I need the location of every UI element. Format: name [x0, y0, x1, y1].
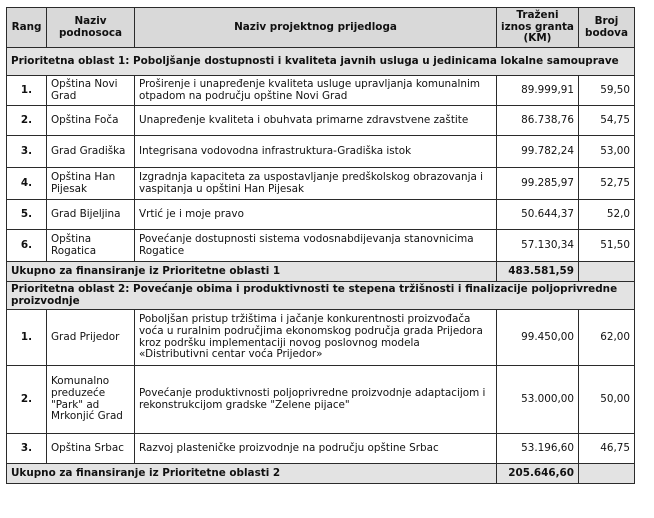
- total-label: Ukupno za finansiranje iz Prioritetne oblasti 1: [7, 262, 497, 282]
- header-project: Naziv projektnog prijedloga: [135, 8, 497, 48]
- table-row: [7, 200, 635, 230]
- cell-rank: 2.: [7, 366, 47, 434]
- cell-project: Razvoj plasteničke proizvodnje na području opštine Srbac: [135, 434, 497, 464]
- cell-points: 54,75: [579, 106, 635, 136]
- cell-points: 59,50: [579, 76, 635, 106]
- cell-amount: 53.196,60: [497, 434, 579, 464]
- table-row: [7, 106, 635, 136]
- section-title: Prioritetna oblast 1: Poboljšanje dostupnosti i kvaliteta javnih usluga u jedinicama lokalne samouprave: [7, 48, 635, 76]
- section-total-row: [7, 262, 635, 282]
- cell-points: 52,0: [579, 200, 635, 230]
- cell-applicant: Opština Rogatica: [47, 230, 135, 262]
- total-amount: 483.581,59: [497, 262, 579, 282]
- cell-applicant: Grad Gradiška: [47, 136, 135, 168]
- cell-rank: 6.: [7, 230, 47, 262]
- total-amount: 205.646,60: [497, 464, 579, 484]
- header-points: Broj bodova: [579, 8, 635, 48]
- section-total-row: [7, 464, 635, 484]
- total-label: Ukupno za finansiranje iz Prioritetne oblasti 2: [7, 464, 497, 484]
- cell-rank: 1.: [7, 76, 47, 106]
- header-amount: Traženi iznos granta (KM): [497, 8, 579, 48]
- cell-points: 51,50: [579, 230, 635, 262]
- cell-applicant: Grad Prijedor: [47, 310, 135, 366]
- cell-points: 50,00: [579, 366, 635, 434]
- cell-applicant: Opština Srbac: [47, 434, 135, 464]
- cell-applicant: Opština Foča: [47, 106, 135, 136]
- cell-points: 52,75: [579, 168, 635, 200]
- cell-project: Povećanje produktivnosti poljoprivredne proizvodnje adaptacijom i rekonstrukcijom gradske "Zelene pijace": [135, 366, 497, 434]
- section-title: Prioritetna oblast 2: Povećanje obima i produktivnosti te stepena tržišnosti i finalizacije poljoprivredne proizvodnje: [7, 282, 635, 310]
- cell-project: Integrisana vodovodna infrastruktura-Gradiška istok: [135, 136, 497, 168]
- table-row: [7, 310, 635, 366]
- table-row: [7, 434, 635, 464]
- cell-points: 53,00: [579, 136, 635, 168]
- cell-applicant: Grad Bijeljina: [47, 200, 135, 230]
- header-applicant: Naziv podnosoca: [47, 8, 135, 48]
- cell-applicant: Opština Novi Grad: [47, 76, 135, 106]
- header-row: [7, 8, 635, 48]
- cell-rank: 3.: [7, 434, 47, 464]
- cell-rank: 1.: [7, 310, 47, 366]
- cell-project: Izgradnja kapaciteta za uspostavljanje predškolskog obrazovanja i vaspitanja u opštini Han Pijesak: [135, 168, 497, 200]
- header-rank: Rang: [7, 8, 47, 48]
- table-row: [7, 76, 635, 106]
- cell-amount: 99.782,24: [497, 136, 579, 168]
- cell-project: Unapređenje kvaliteta i obuhvata primarne zdravstvene zaštite: [135, 106, 497, 136]
- cell-project: Poboljšan pristup tržištima i jačanje konkurentnosti proizvođača voća u ruralnim područjima ekonomskog područja grada Prijedora kroz podršku implementaciji novog poslovnog modela «Distributivni centar voća Prijedor»: [135, 310, 497, 366]
- cell-rank: 4.: [7, 168, 47, 200]
- section-header-row: [7, 282, 635, 310]
- total-points-empty: [579, 464, 635, 484]
- cell-project: Povećanje dostupnosti sistema vodosnabdijevanja stanovnicima Rogatice: [135, 230, 497, 262]
- cell-amount: 50.644,37: [497, 200, 579, 230]
- table-row: [7, 168, 635, 200]
- table-row: [7, 230, 635, 262]
- cell-amount: 99.285,97: [497, 168, 579, 200]
- cell-applicant: Opština Han Pijesak: [47, 168, 135, 200]
- grant-ranking-table: [6, 7, 635, 484]
- total-points-empty: [579, 262, 635, 282]
- cell-rank: 3.: [7, 136, 47, 168]
- cell-amount: 89.999,91: [497, 76, 579, 106]
- cell-rank: 5.: [7, 200, 47, 230]
- cell-project: Vrtić je i moje pravo: [135, 200, 497, 230]
- cell-points: 46,75: [579, 434, 635, 464]
- cell-amount: 99.450,00: [497, 310, 579, 366]
- cell-points: 62,00: [579, 310, 635, 366]
- cell-rank: 2.: [7, 106, 47, 136]
- table-row: [7, 136, 635, 168]
- cell-amount: 86.738,76: [497, 106, 579, 136]
- cell-amount: 53.000,00: [497, 366, 579, 434]
- section-header-row: [7, 48, 635, 76]
- table-row: [7, 366, 635, 434]
- cell-applicant: Komunalno preduzeće "Park" ad Mrkonjić Grad: [47, 366, 135, 434]
- cell-amount: 57.130,34: [497, 230, 579, 262]
- cell-project: Proširenje i unapređenje kvaliteta usluge upravljanja komunalnim otpadom na području opštine Novi Grad: [135, 76, 497, 106]
- grant-table-container: [6, 7, 634, 484]
